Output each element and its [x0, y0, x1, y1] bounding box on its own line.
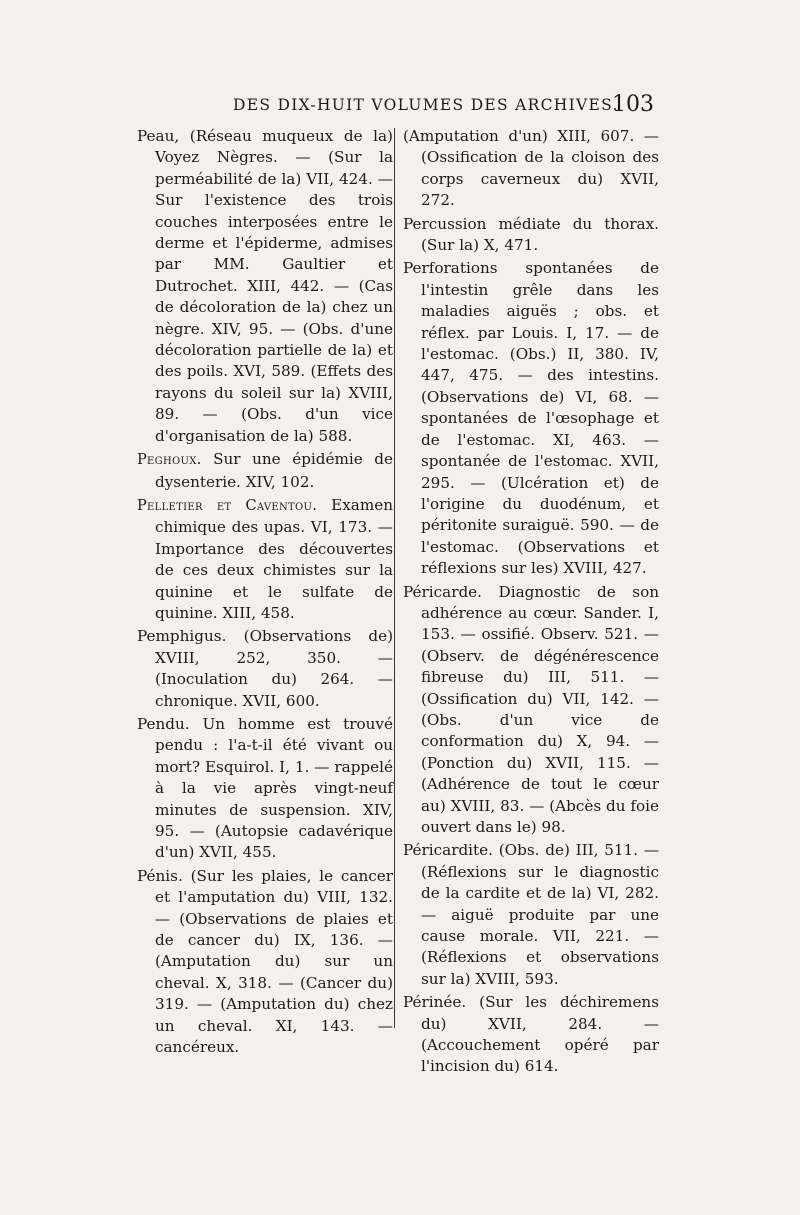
entry-head: Pendu. — [137, 714, 190, 733]
right-column — [403, 126, 659, 1080]
index-entry — [137, 449, 393, 493]
entry-body: spontanées de l'intestin grêle dans les maladies aiguës ; obs. et réflex. par Louis. I, 17. — de l'estomac. (Obs.) II, 380. IV, 447, 475. — des intestins. (Observations de) VI, 68. — spontanées de l'œsophage et de l'estomac. XI, 463. — spontanée de l'estomac. XVII, 295. — (Ulcération et) de l'origine du duodénum, et péritonite suraiguë. 590. — de l'estomac. (Observations et réflexions sur les) XVIII, 427. — [421, 259, 659, 578]
page-header — [136, 92, 656, 120]
entry-head: Péricarde. — [403, 582, 482, 601]
entry-head: Péricardite. — [403, 841, 493, 860]
index-entry — [137, 626, 393, 712]
entry-body: (Amputation d'un) XIII, 607. — (Ossification de la cloison des corps caverneux du) XVII, 272. — [403, 127, 659, 210]
index-entry — [137, 866, 393, 1059]
entry-body: (Sur les déchiremens du) XVII, 284. — (Accouchement opéré par l'incision du) 614. — [421, 993, 660, 1076]
index-entry — [137, 126, 393, 447]
index-entry — [403, 582, 659, 839]
index-entry-continued — [403, 126, 659, 212]
entry-body: (Observations de) XVIII, 252, 350. — (Inoculation du) 264. — chronique. XVII, 600. — [155, 627, 394, 710]
entry-head: Périnée. — [403, 993, 467, 1012]
entry-body: Sur une épidémie de dysenterie. XIV, 102. — [155, 450, 393, 491]
entry-head: Pelletier et Caventou. — [137, 497, 318, 514]
page-number: 103 — [612, 92, 654, 117]
entry-body: Examen chimique des upas. VI, 173. — Importance des découvertes de ces deux chimistes sur la quinine et le sulfate de quinine. XIII, 458. — [155, 495, 393, 622]
index-entry — [137, 495, 393, 624]
entry-head: Percussion — [403, 214, 487, 233]
index-entry — [137, 714, 393, 864]
entry-head: Peghoux. — [137, 452, 202, 469]
entry-head: Pénis. — [137, 866, 183, 885]
entry-body: Diagnostic de son adhérence au cœur. Sander. I, 153. — ossifié. Observ. 521. — (Observ. de dégénérescence fibreuse du) III, 511. — (Ossification du) VII, 142. — (Obs. d'un vice de conformation du) X, 94. — (Ponction du) XVII, 115. — (Adhérence de tout le cœur au) XVIII, 83. — (Abcès du foie ouvert dans le) 98. — [421, 582, 659, 836]
entry-body: Un homme est trouvé pendu : l'a-t-il été vivant ou mort? Esquirol. I, 1. — rappelé à la vie après vingt-neuf minutes de suspension. XIV, 95. — (Autopsie cadavérique d'un) XVII, 455. — [155, 714, 393, 862]
entry-body: (Réseau muqueux de la) Voyez Nègres. — (Sur la perméabilité de la) VII, 424. — Sur l'existence des trois couches interposées entre le derme et l'épiderme, admises par MM. Gaultier et Dutrochet. XIII, 442. — (Cas de décoloration de la) chez un nègre. XIV, 95. — (Obs. d'une décoloration partielle de la) et des poils. XVI, 589. (Effets des rayons du soleil sur la) XVIII, 89. — (Obs. d'un vice d'organisation de la) 588. — [155, 127, 393, 445]
left-column — [137, 126, 393, 1060]
entry-head: Pemphigus. — [137, 627, 227, 646]
running-title: DES DIX-HUIT VOLUMES DES ARCHIVES. — [233, 96, 619, 114]
entry-head: Perforations — [403, 259, 498, 278]
column-divider — [394, 128, 395, 1028]
entry-body: médiate du thorax. (Sur la) X, 471. — [421, 214, 659, 255]
entry-body: (Sur les plaies, le cancer et l'amputation du) VIII, 132. — (Observations de plaies et de cancer du) IX, 136. — (Amputation du) sur un cheval. X, 318. — (Cancer du) 319. — (Amputation du) chez un cheval. XI, 143. — cancéreux. — [155, 866, 393, 1057]
entry-body: (Obs. de) III, 511. — (Réflexions sur le diagnostic de la cardite et de la) VI, 282. — aiguë produite par une cause morale. VII, 221. — (Réflexions et observations sur la) XVIII, 593. — [421, 841, 660, 988]
index-entry — [403, 840, 659, 990]
index-entry — [403, 258, 659, 579]
index-entry — [403, 992, 659, 1078]
entry-head: Peau, — [137, 127, 180, 145]
index-entry — [403, 214, 659, 257]
